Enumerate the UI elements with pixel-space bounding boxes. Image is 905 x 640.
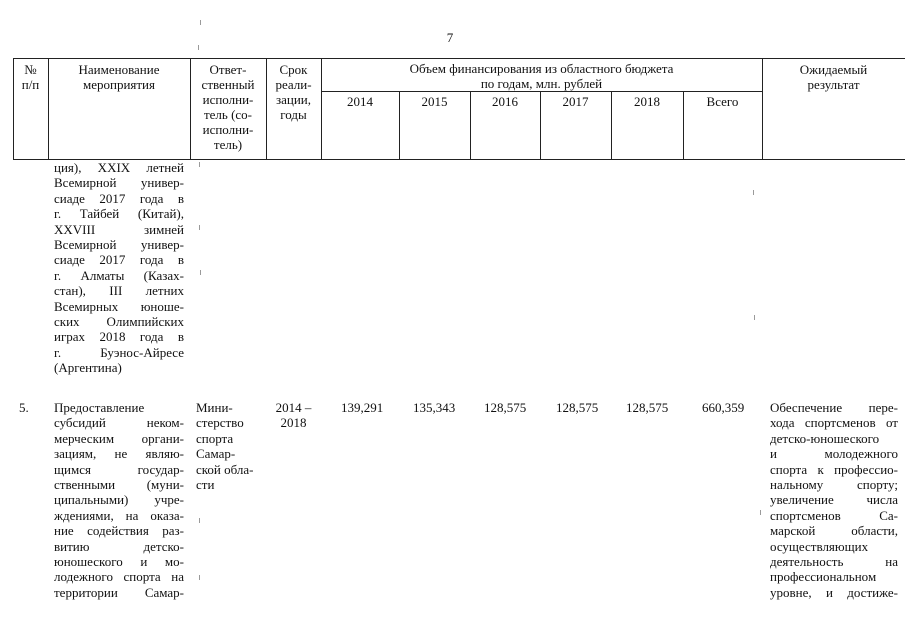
text-line: ние содействия раз- — [54, 523, 184, 539]
header-total: Всего — [706, 94, 739, 109]
text-line: осуществляющих — [770, 538, 869, 554]
text-line: ской обла- — [196, 461, 254, 477]
text-line: ственными (муни- — [54, 477, 184, 493]
text-line: XXVIII зимней — [54, 221, 184, 237]
text-line: стерство — [196, 415, 244, 431]
text-line: щимся государ- — [54, 461, 184, 477]
text-line: Обеспечение пере- — [770, 400, 898, 415]
header-result — [762, 62, 905, 92]
text-line: стан), III летних — [54, 283, 184, 299]
header-responsible-line: Ответ- — [209, 62, 247, 77]
text-line: юношеского и мо- — [54, 554, 184, 570]
scan-mark — [199, 162, 200, 167]
header-year-2014: 2014 — [347, 94, 373, 109]
scan-mark — [198, 45, 199, 50]
header-year-2016: 2016 — [492, 94, 518, 109]
text-line: Всемирной универ- — [54, 175, 184, 191]
text-line: ждениями, на оказа- — [54, 507, 184, 523]
header-term — [266, 62, 321, 122]
header-responsible — [190, 62, 266, 152]
text-line: территории Самар- — [54, 584, 184, 600]
continuation-name — [54, 160, 184, 376]
header-result-line: Ожидаемый — [799, 62, 868, 77]
row5-value-2016: 128,575 — [484, 400, 527, 415]
header-funding-line: по годам, млн. рублей — [480, 76, 603, 91]
text-line: ция), XXIX летней — [54, 160, 184, 175]
text-line: марской области, — [770, 523, 898, 539]
text-line: увеличение числа — [770, 492, 898, 508]
text-line: г. Буэнос-Айресе — [54, 344, 184, 360]
header-responsible-line: ственный — [201, 77, 255, 92]
header-responsible-line: исполни- — [202, 122, 254, 137]
header-name-line: мероприятия — [82, 77, 155, 92]
header-name — [48, 62, 190, 92]
text-line: спортсменов Са- — [770, 507, 898, 523]
text-line: спорта — [196, 430, 234, 446]
scan-mark — [753, 190, 754, 195]
text-line: деятельность на — [770, 554, 898, 570]
text-line: витию детско- — [54, 538, 184, 554]
text-line: сиаде 2017 года в — [54, 252, 184, 268]
text-line: ципальными) учре- — [54, 492, 184, 508]
header-num-line: № — [24, 62, 37, 77]
scan-mark — [199, 518, 200, 523]
row5-value-total: 660,359 — [702, 400, 745, 415]
header-year-2015: 2015 — [421, 94, 448, 109]
header-result-line: результат — [807, 77, 860, 92]
header-funding-line: Объем финансирования из областного бюджета — [409, 61, 674, 76]
text-line: ских Олимпийских — [54, 314, 184, 330]
scan-mark — [199, 225, 200, 230]
header-year-2018: 2018 — [634, 94, 660, 109]
scan-mark — [200, 20, 201, 25]
row5-value-2017: 128,575 — [556, 400, 599, 415]
scan-mark — [760, 510, 761, 515]
row5-responsible — [196, 400, 264, 492]
text-line: субсидий неком- — [54, 415, 184, 431]
text-line: Самар- — [196, 446, 236, 462]
header-responsible-line: тель (со- — [203, 107, 253, 122]
header-term-line: реали- — [275, 77, 312, 92]
row5-name — [54, 400, 184, 600]
page-number: 7 — [446, 30, 454, 45]
text-line: играх 2018 года в — [54, 329, 184, 345]
text-line: и молодежного — [770, 446, 898, 462]
text-line: детско-юношеского — [770, 430, 880, 446]
header-term-line: зации, — [275, 92, 312, 107]
text-line: Предоставление — [54, 400, 145, 415]
row5-value-2018: 128,575 — [626, 400, 669, 415]
text-line: (Аргентина) — [54, 360, 122, 376]
header-year-2017: 2017 — [562, 94, 589, 109]
text-line: сти — [196, 477, 215, 493]
header-term-line: Срок — [279, 62, 308, 77]
text-line: Всемирной универ- — [54, 237, 184, 253]
funding-subheader-line — [321, 91, 762, 92]
header-num — [13, 62, 48, 92]
text-line: Всемирных юноше- — [54, 298, 184, 314]
row5-number: 5. — [19, 400, 29, 415]
scan-mark — [200, 270, 201, 275]
header-term-line: годы — [280, 107, 307, 122]
row5-value-2014: 139,291 — [341, 400, 384, 415]
row5-value-2015: 135,343 — [413, 400, 456, 415]
text-line: спорта к профессио- — [770, 461, 898, 477]
scan-mark — [199, 575, 200, 580]
text-line: уровне, и достиже- — [770, 584, 898, 600]
text-line: лодежного спорта на — [54, 569, 184, 585]
header-num-line: п/п — [21, 77, 40, 92]
header-responsible-line: тель) — [213, 137, 243, 152]
header-responsible-line: исполни- — [202, 92, 254, 107]
text-line: Мини- — [196, 400, 233, 415]
text-line: нальному спорту; — [770, 477, 898, 493]
scan-mark — [754, 315, 755, 320]
text-line: 2018 — [280, 415, 307, 431]
text-line: профессиональном — [770, 569, 877, 585]
text-line: сиаде 2017 года в — [54, 190, 184, 206]
row5-result — [770, 400, 898, 600]
text-line: хода спортсменов от — [770, 415, 898, 431]
text-line: мерческим органи- — [54, 430, 184, 446]
text-line: г. Алматы (Казах- — [54, 267, 184, 283]
row5-term — [266, 400, 321, 431]
text-line: г. Тайбей (Китай), — [54, 206, 184, 222]
header-name-line: Наименование — [78, 62, 160, 77]
text-line: 2014 – — [275, 400, 312, 415]
text-line: зациям, не являю- — [54, 446, 184, 462]
header-funding — [321, 61, 762, 91]
